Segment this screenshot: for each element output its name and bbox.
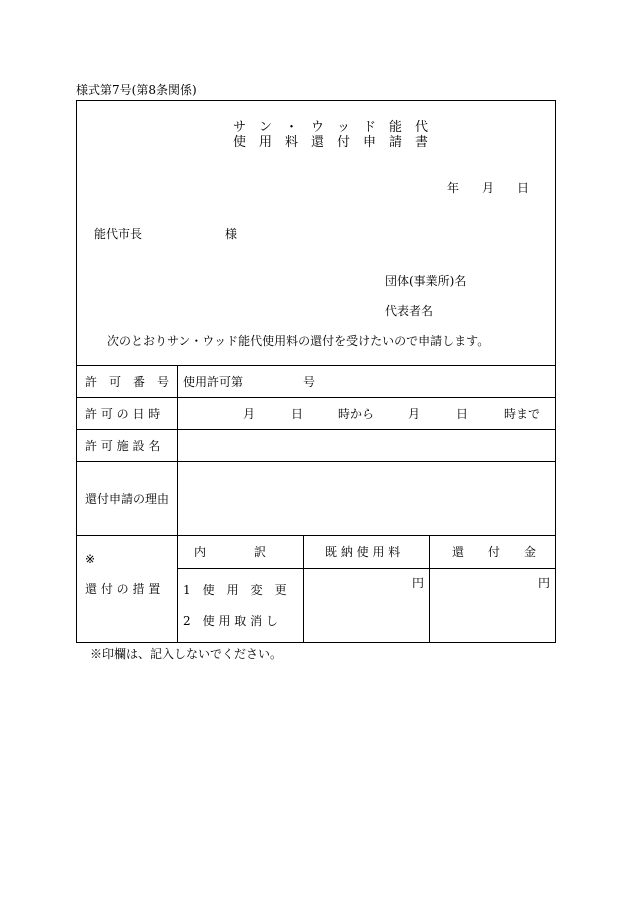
permit-number-prefix: 使用許可第 <box>183 375 244 389</box>
addressee-honorific: 様 <box>225 227 238 241</box>
to-day-label: 日 <box>456 407 469 421</box>
form-title-line1: サ ン ・ ウ ッ ド 能 代 <box>233 120 429 135</box>
to-month-label: 月 <box>408 407 421 421</box>
breakdown-header: 内 訳 <box>194 545 267 559</box>
to-hour-label: 時まで <box>504 407 541 421</box>
organization-label: 団体(事業所)名 <box>385 274 467 288</box>
breakdown-column-divider <box>303 535 304 642</box>
application-statement: 次のとおりサン・ウッド能代使用料の還付を受けたいので申請します。 <box>107 334 490 348</box>
table-top-line <box>77 365 555 366</box>
subheader-divider <box>177 568 555 569</box>
option-usage-cancel: 2 使 用 取 消 し <box>183 614 278 628</box>
row-divider <box>77 535 555 536</box>
permit-number-suffix: 号 <box>303 375 316 389</box>
paid-column-divider <box>429 535 430 642</box>
from-day-label: 日 <box>291 407 304 421</box>
paid-fee-header: 既 納 使 用 料 <box>325 545 401 559</box>
facility-label: 許 可 施 設 名 <box>85 439 161 453</box>
date-year-label: 年 <box>447 181 460 195</box>
refund-yen-unit: 円 <box>538 576 551 590</box>
addressee-name: 能代市長 <box>94 227 143 241</box>
form-number: 様式第7号(第8条関係) <box>76 83 197 97</box>
row-divider <box>77 461 555 462</box>
option-usage-change: 1 使 用 変 更 <box>183 583 287 597</box>
paid-fee-yen-unit: 円 <box>412 576 425 590</box>
from-month-label: 月 <box>243 407 256 421</box>
date-month-label: 月 <box>482 181 495 195</box>
representative-label: 代表者名 <box>385 304 434 318</box>
application-form-frame <box>76 100 556 643</box>
refund-measure-label: 還 付 の 措 置 <box>85 582 161 596</box>
form-title-line2: 使 用 料 還 付 申 請 書 <box>233 135 429 150</box>
row-divider <box>77 429 555 430</box>
from-hour-label: 時から <box>338 407 375 421</box>
footnote: ※印欄は、記入しないでください。 <box>90 647 283 661</box>
office-use-mark: ※ <box>85 552 96 566</box>
row-divider <box>77 397 555 398</box>
permit-number-label: 許 可 番 号 <box>85 375 170 389</box>
label-column-divider <box>177 365 178 642</box>
permit-datetime-label: 許 可 の 日 時 <box>85 407 161 421</box>
reason-label: 還付申請の理由 <box>85 492 170 506</box>
refund-amount-header: 還 付 金 <box>452 545 537 559</box>
date-day-label: 日 <box>517 181 530 195</box>
